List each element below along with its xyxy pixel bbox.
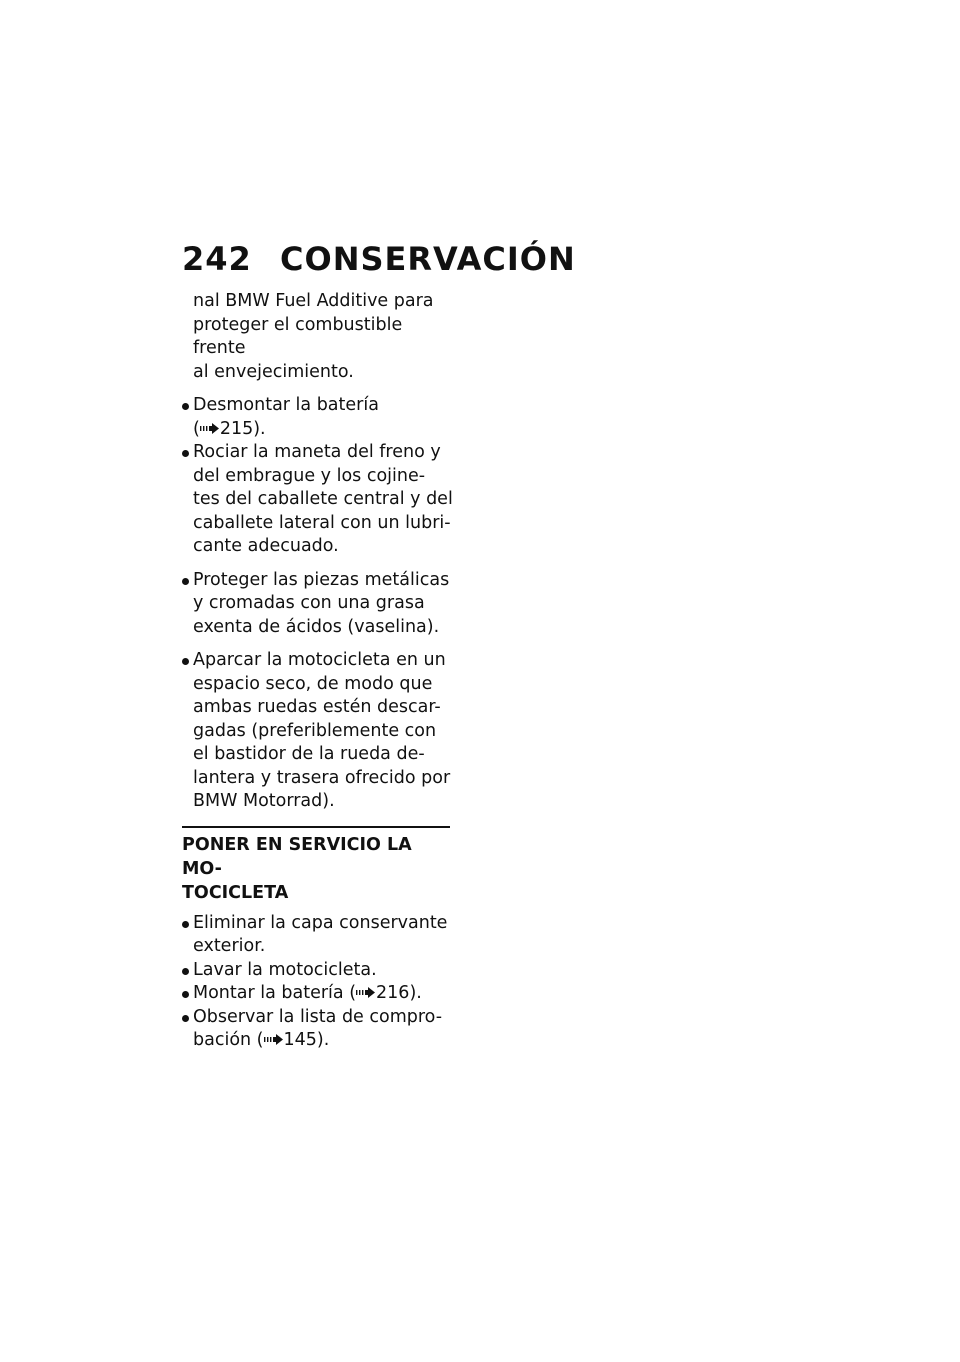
page-reference[interactable]: 216 [376, 983, 410, 1003]
intro-line: nal BMW Fuel Additive para [193, 291, 434, 311]
bullet-dot-icon [182, 403, 189, 410]
bullet-dot-icon [182, 921, 189, 928]
section-title: PONER EN SERVICIO LA MO- TOCICLETA [182, 834, 412, 903]
list-item: Montar la batería ( 216). [182, 982, 454, 1006]
page-reference[interactable]: 215 [219, 418, 254, 439]
page-reference[interactable]: 145 [283, 1030, 317, 1050]
page-number: 242 [182, 240, 252, 278]
list-item: Aparcar la motocicleta en un espacio seco, de modo que ambas ruedas estén descar- gadas (preferiblemente con el bastidor de la rueda de- lantera y trasera ofrecido por BMW Motorrad). [182, 649, 454, 814]
intro-line: proteger el combustible frente [193, 314, 403, 358]
page-reference-arrow-icon [200, 423, 220, 434]
section-divider [182, 826, 450, 828]
bullet-dot-icon [182, 578, 189, 585]
bullet-dot-icon [182, 658, 189, 665]
chapter-title: CONSERVACIÓN [280, 240, 576, 278]
page-reference-arrow-icon [264, 1034, 284, 1045]
intro-paragraph [182, 290, 454, 384]
list-item: Eliminar la capa conservante exterior. [182, 912, 454, 959]
list-item: Observar la lista de compro- bación ( 145). [182, 1006, 454, 1053]
page-reference-arrow-icon [356, 987, 376, 998]
storage-steps-list [182, 394, 454, 814]
list-item: Proteger las piezas metálicas y cromadas con una grasa exenta de ácidos (vaselina). [182, 569, 454, 640]
bullet-dot-icon [182, 968, 189, 975]
service-steps-list [182, 912, 454, 1053]
bullet-dot-icon [182, 1015, 189, 1022]
bullet-dot-icon [182, 991, 189, 998]
page-header [182, 240, 576, 278]
list-item: Desmontar la batería ( 215). [182, 394, 454, 441]
list-item: Rociar la maneta del freno y del embrague y los cojine- tes del caballete central y del caballete lateral con un lubri- cante adecuado. [182, 441, 454, 559]
list-item: Lavar la motocicleta. [182, 959, 454, 983]
bullet-dot-icon [182, 450, 189, 457]
text-column [182, 290, 454, 1053]
intro-line: al envejecimiento. [193, 361, 354, 382]
